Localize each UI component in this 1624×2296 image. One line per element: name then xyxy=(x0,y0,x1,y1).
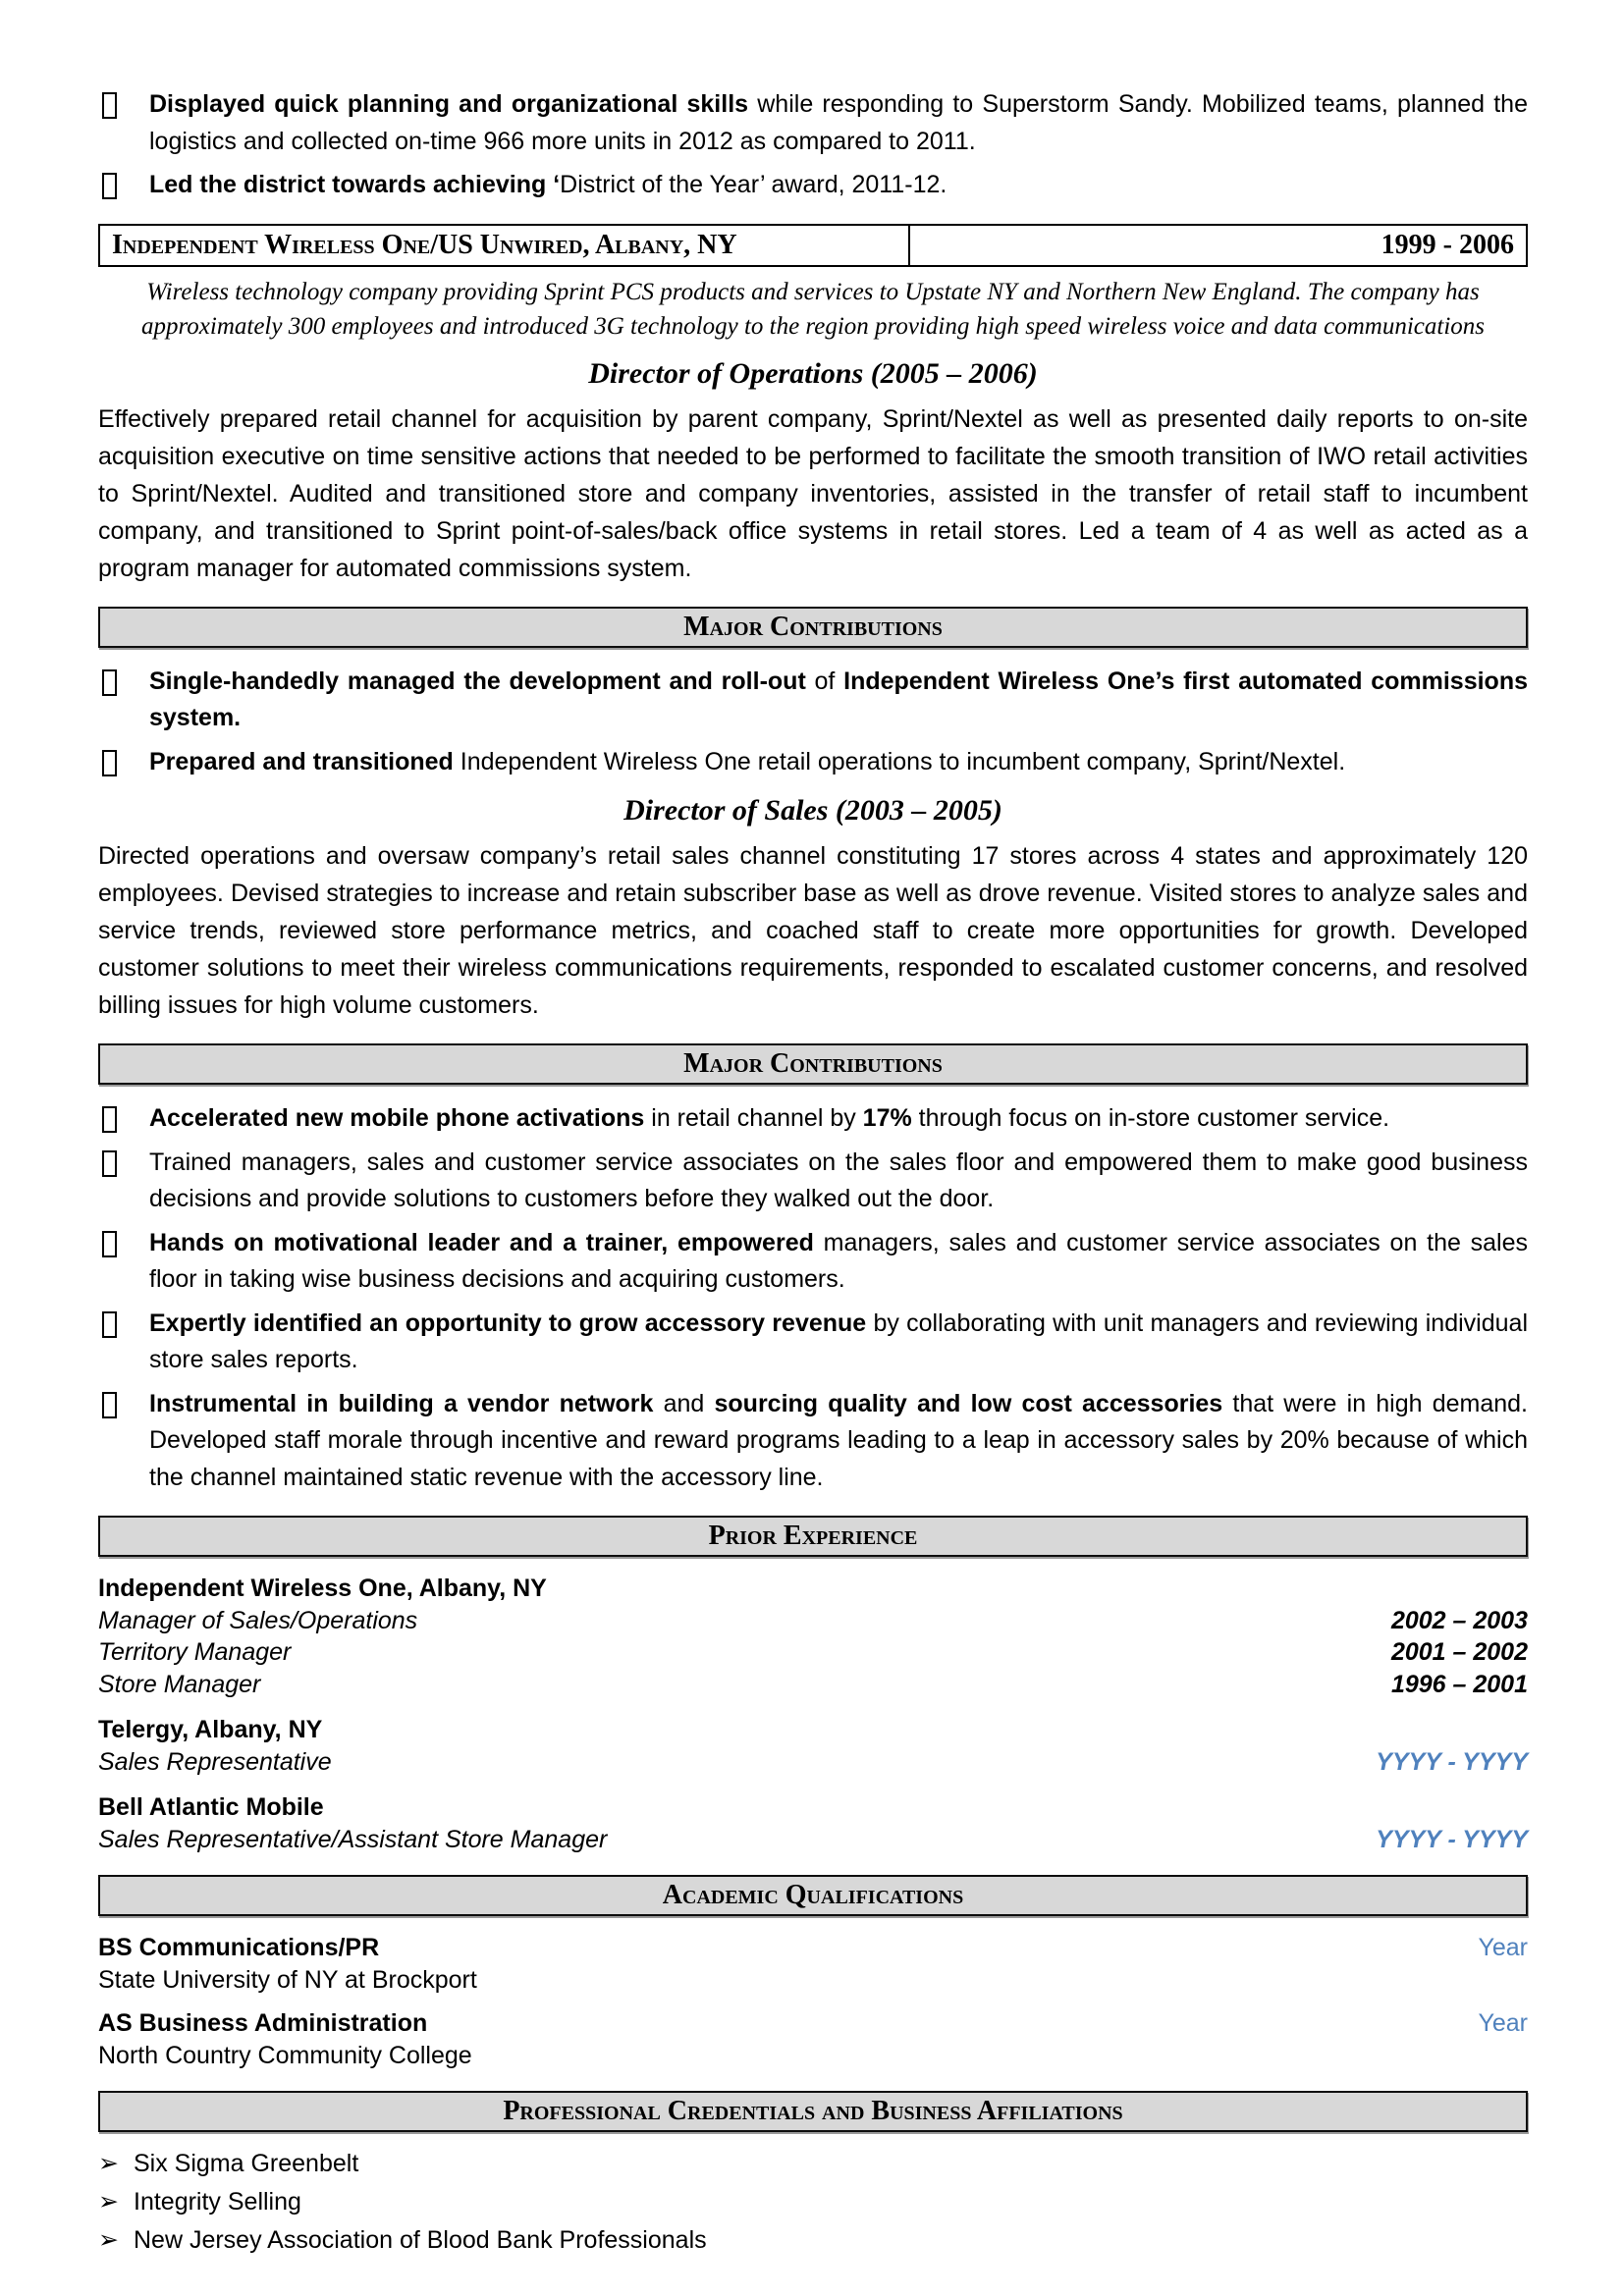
bullet-bold-text: Led the district towards achieving ‘ xyxy=(149,171,561,198)
bullet-regular-text: that were in high demand. Developed staff morale through incentive and reward programs leading to a leap in accessory sales by 20% because of which the channel maintained static revenue with the accessory line. xyxy=(149,1389,1529,1491)
bullet-bold-text: sourcing quality and low cost accessories xyxy=(714,1389,1223,1417)
bullet-text xyxy=(149,1145,1528,1218)
bullet-regular-text: by collaborating with unit managers and reviewing individual store sales reports. xyxy=(149,1308,1528,1373)
position-row xyxy=(98,1746,1528,1779)
bullet-regular-text: while responding to Superstorm Sandy. Mobilized teams, planned the logistics and collected on-time 966 more units in 2012 as compared to 2011. xyxy=(149,90,1528,155)
contribution-bullet xyxy=(98,1306,1528,1379)
section-header-academic-qualifications: Academic Qualifications xyxy=(98,1875,1528,1916)
position-title: Sales Representative/Assistant Store Manager xyxy=(98,1825,608,1853)
top-achievements xyxy=(98,86,1528,204)
degree-year: Year xyxy=(1478,1934,1528,1961)
bullet-text xyxy=(149,1306,1528,1379)
credential-text: New Jersey Association of Blood Bank Professionals xyxy=(134,2225,707,2254)
contribution-bullet xyxy=(98,1100,1528,1138)
contribution-bullet xyxy=(98,1386,1528,1497)
contribution-bullet xyxy=(98,744,1528,781)
degree-year: Year xyxy=(1478,2009,1528,2037)
bullet-bold-text: Independent Wireless One’s first automated commissions system. xyxy=(149,667,1529,731)
achievement-bullet xyxy=(98,167,1528,204)
bullet-regular-text: in retail channel by xyxy=(644,1104,863,1132)
square-bullet-icon xyxy=(102,1231,117,1257)
bullet-regular-text: managers, sales and customer service associates on the sales floor in taking wise business decisions and acquiring customers. xyxy=(149,1228,1528,1293)
credential-item xyxy=(98,2186,1528,2219)
degree-name: AS Business Administration xyxy=(98,2009,428,2037)
position-title: Store Manager xyxy=(98,1670,261,1698)
credential-text: Six Sigma Greenbelt xyxy=(134,2150,359,2177)
bullet-text xyxy=(149,1386,1528,1497)
square-bullet-icon xyxy=(102,1106,117,1133)
academic-entry xyxy=(98,1932,1528,1996)
bullet-regular-text: Independent Wireless One retail operations to incumbent company, Sprint/Nextel. xyxy=(453,747,1346,775)
degree-name: BS Communications/PR xyxy=(98,1934,380,1961)
achievement-bullet xyxy=(98,86,1528,160)
prior-company xyxy=(98,1791,1528,1855)
bullet-regular-text: of xyxy=(805,667,844,695)
bullet-bold-text: Displayed quick planning and organizational skills xyxy=(149,90,749,118)
contribution-bullet xyxy=(98,1145,1528,1218)
credential-item xyxy=(98,2148,1528,2181)
position-row xyxy=(98,1605,1528,1637)
prior-company xyxy=(98,1714,1528,1778)
bullet-bold-text: Instrumental in building a vendor network xyxy=(149,1389,654,1417)
square-bullet-icon xyxy=(102,750,117,776)
company-dates: 1999 - 2006 xyxy=(1380,229,1514,260)
contribution-bullets xyxy=(98,1100,1528,1496)
bullet-bold-text: 17% xyxy=(862,1104,912,1132)
school-name: State University of NY at Brockport xyxy=(98,1965,477,1994)
arrow-bullet-icon: ➢ xyxy=(98,2150,119,2177)
role-title: Director of Sales (2003 – 2005) xyxy=(623,794,1002,827)
bullet-bold-text: Single-handedly managed the development and roll-out xyxy=(149,667,806,695)
bullet-bold-text: Prepared and transitioned xyxy=(149,747,454,775)
square-bullet-icon xyxy=(102,1150,117,1177)
prior-company-name: Independent Wireless One, Albany, NY xyxy=(98,1575,547,1602)
position-title: Territory Manager xyxy=(98,1638,292,1666)
position-dates: YYYY - YYYY xyxy=(1376,1747,1528,1776)
bullet-text xyxy=(149,167,1528,204)
position-title: Manager of Sales/Operations xyxy=(98,1606,418,1634)
bullet-bold-text: Expertly identified an opportunity to grow accessory revenue xyxy=(149,1308,867,1337)
bullet-regular-text: District of the Year’ award, 2011-12. xyxy=(560,171,947,198)
square-bullet-icon xyxy=(102,173,117,199)
square-bullet-icon xyxy=(102,1311,117,1338)
bullet-text xyxy=(149,664,1528,737)
school-name: North Country Community College xyxy=(98,2041,472,2069)
bullet-text xyxy=(149,744,1528,781)
company-header-bar xyxy=(98,224,1528,267)
bullet-bold-text: Accelerated new mobile phone activations xyxy=(149,1104,645,1132)
position-row xyxy=(98,1824,1528,1856)
role-summary: Effectively prepared retail channel for acquisition by parent company, Sprint/Nextel as well as presented daily reports to on-site acquisition executive on time sensitive actions that needed to be performed to facilitate the smooth transition of IWO retail activities to Sprint/Nextel. Audited and transitioned store and company inventories, assisted in the transfer of retail staff to incumbent company, and transitioned to Sprint point-of-sales/back office systems in retail stores. Led a team of 4 as well as acted as a program manager for automated commissions system. xyxy=(98,404,1528,582)
credential-text: Integrity Selling xyxy=(134,2187,301,2216)
bullet-text xyxy=(149,86,1528,160)
credential-item xyxy=(98,2224,1528,2258)
bullet-text xyxy=(149,1100,1528,1138)
section-header-major-contributions: Major Contributions xyxy=(98,607,1528,648)
position-dates: 1996 – 2001 xyxy=(1390,1670,1528,1698)
position-dates: YYYY - YYYY xyxy=(1376,1825,1528,1853)
role-title: Director of Operations (2005 – 2006) xyxy=(588,356,1038,390)
position-title: Sales Representative xyxy=(98,1747,332,1776)
role-summary: Directed operations and oversaw company’s retail sales channel constituting 17 stores across 4 states and approximately 120 employees. Devised strategies to increase and retain subscriber base as well as drove revenue. Visited stores to analyze sales and service trends, reviewed store performance metrics, and coached staff to create more opportunities for growth. Developed customer solutions to meet their wireless communications requirements, responded to escalated customer concerns, and resolved billing issues for high volume customers. xyxy=(98,842,1528,1019)
bullet-text xyxy=(149,1225,1528,1299)
credentials-list xyxy=(98,2148,1528,2257)
section-header-professional-credentials: Professional Credentials and Business Affiliations xyxy=(98,2091,1528,2132)
prior-company xyxy=(98,1573,1528,1700)
contribution-bullets xyxy=(98,664,1528,781)
prior-company-name: Bell Atlantic Mobile xyxy=(98,1793,324,1821)
bullet-bold-text: Hands on motivational leader and a trainer, empowered xyxy=(149,1228,814,1256)
position-row xyxy=(98,1636,1528,1669)
bullet-regular-text: through focus on in-store customer service. xyxy=(911,1104,1390,1132)
position-row xyxy=(98,1669,1528,1701)
academic-entry xyxy=(98,2007,1528,2071)
square-bullet-icon xyxy=(102,1392,117,1418)
section-header-prior-experience: Prior Experience xyxy=(98,1516,1528,1557)
position-dates: 2002 – 2003 xyxy=(1390,1606,1528,1634)
company-description: Wireless technology company providing Sprint PCS products and services to Upstate NY and Northern New England. The company has approximately 300 employees and introduced 3G technology to the region providing high speed wireless voice and data communications xyxy=(140,278,1486,340)
prior-company-name: Telergy, Albany, NY xyxy=(98,1716,323,1743)
position-dates: 2001 – 2002 xyxy=(1390,1638,1528,1666)
degree-row xyxy=(98,2007,1528,2040)
arrow-bullet-icon: ➢ xyxy=(98,2225,119,2254)
section-header-major-contributions: Major Contributions xyxy=(98,1043,1528,1085)
degree-row xyxy=(98,1932,1528,1964)
bullet-regular-text: Trained managers, sales and customer service associates on the sales floor and empowered them to make good business decisions and provide solutions to customers before they walked out the door. xyxy=(149,1148,1528,1212)
contribution-bullet xyxy=(98,664,1528,737)
contribution-bullet xyxy=(98,1225,1528,1299)
company-name: Independent Wireless One/US Unwired, Albany, NY xyxy=(100,226,910,265)
square-bullet-icon xyxy=(102,92,117,119)
arrow-bullet-icon: ➢ xyxy=(98,2187,119,2216)
square-bullet-icon xyxy=(102,669,117,696)
bullet-regular-text: and xyxy=(653,1389,715,1417)
